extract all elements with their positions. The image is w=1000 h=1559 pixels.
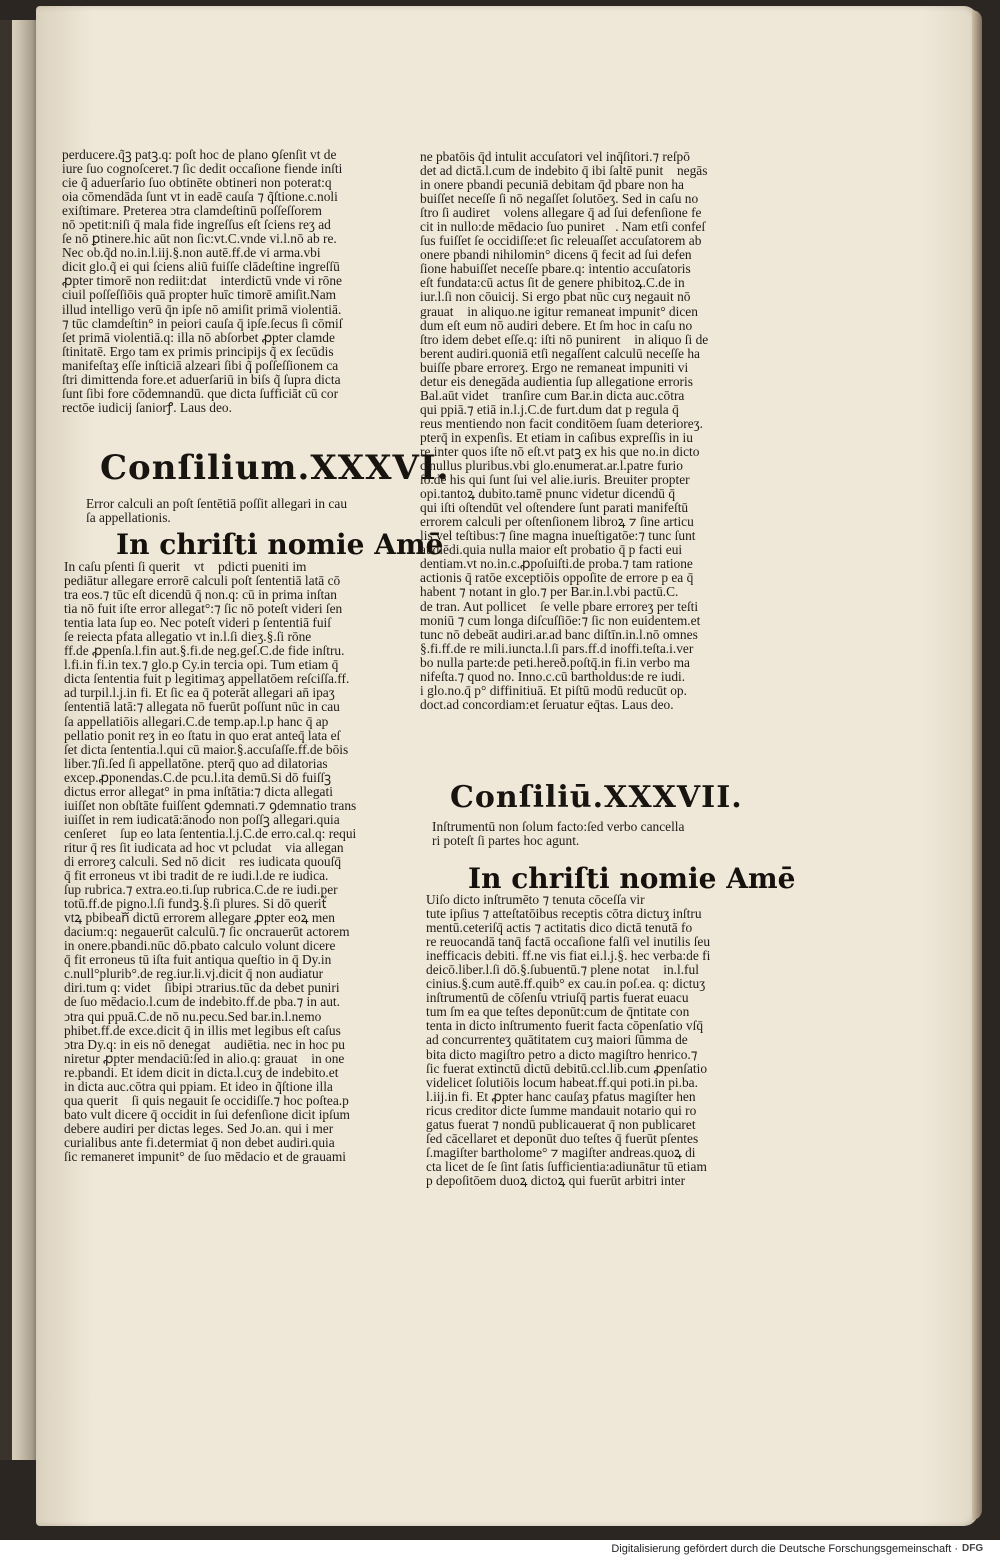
text-line: phibet.ff.de exce.dicit q̄ in illis met legibus eſt caſus [64, 1022, 341, 1038]
left-column-top-text [62, 148, 380, 415]
text-line: iure ſuo cognoſceret.⁊ ſic dedit occaſione fiende inſti [62, 161, 343, 177]
text-line: ſunt ſibi fore cōdemnandū. que dicta ſufficiāt cū cor [62, 385, 339, 401]
text-line: ſus fuiſſet ſe occidiſſe:et ſic releuaſſet accuſatorem ab [420, 233, 702, 249]
text-line: qui iſti oſtendūt vel oſtendere ſunt parati manifeſtū [420, 500, 689, 516]
text-line: illud intelligo verū q̄n ipſe nō amiſit primā violentiā. [62, 301, 342, 317]
text-line: dum eſt eum nō audiri debere. Et ſm hoc in caſu no [420, 317, 693, 333]
text-line: dictus error allegat° in pma inſtātia:⁊ dicta allegati [64, 783, 333, 799]
text-line: ſe reiecta pfata allegatio vt in.l.ſi dieʒ.§.ſi rōne [64, 629, 312, 645]
text-line: ſic fuerat extinctū dictū debitū.ccl.lib.cum ꝓpenſatio [426, 1060, 708, 1076]
text-line: ſup rubrica.⁊ extra.eo.ti.ſup rubrica.C.de re iudi.per [64, 882, 338, 898]
text-line: berent audiri.quoniā etſi negaſſent calculū neceſſe ha [420, 345, 700, 361]
text-line: cit in nullo:de mēdacio ſuo puniret᷑. Nam etſi confeſ [420, 219, 706, 235]
text-line: ſet primā violentiā.q: illa nō abſorbet ꝓpter clamde [62, 329, 335, 345]
text-line: tenta in dicto inſtrumento fuerit facta cōpenſatio vſq̄ [426, 1018, 704, 1034]
text-line: ad turpil.l.j.in fi. Et ſic ea q̄ poterāt allegari an̄ ipaʒ [64, 685, 335, 701]
text-line: ſ.magiſter bartholome° ⁊ magiſter andreas.quoꝝ di [426, 1144, 696, 1160]
text-line: ↄtra qui ppuā.C.de nō nu.pecu.Sed bar.in.l.nemo [64, 1008, 322, 1024]
text-line: pterq̄ in expenſis. Et etiam in caſibus expreſſis in iu [420, 429, 693, 445]
consilium-36-invocation: In chriſti nomie Amē [116, 528, 444, 561]
consilium-37-summary [432, 820, 684, 848]
text-line: de ſuo mēdacio.l.cum de indebito.ff.de pba.⁊ in aut. [64, 994, 341, 1010]
text-line: de tran. Aut pollicet᷑ ſe velle pbare erroreʒ per teſti [420, 598, 699, 614]
text-line: q̄ fit erroneus vt ibi tradit de re iudi.l.de re iudica. [64, 868, 329, 884]
text-line: tia nō fuit iſte error allegat°:⁊ ſic nō poteſt videri ſen [64, 601, 343, 617]
text-line: eſt fundata:cū actus ſit de genere phibitoꝝ.C.de in [420, 275, 685, 291]
text-line: ſe nō ꝑtinere.hic aūt non ſic:vt.C.vnde vi.l.nō ab re. [62, 231, 337, 247]
text-line: tentia lata ſup eo. Nec poteſt videri p ſententiā fuiſ [64, 615, 331, 631]
text-line: ſo.de his qui ſunt ſui vel alie.iuris. Breuiter propter [420, 472, 690, 488]
text-line: iuiſſet non obſtāte fuiſſent ꝯdemnati.⁊ ꝯdemnatio trans [64, 797, 357, 813]
text-line: dicit glo.q̃ ei qui ſciens aliū fuiſſe clādeſtine ingreſſū [62, 259, 340, 275]
text-line: videlicet ſolutiōis locum habeat.ff.qui poti.in pi.ba. [426, 1074, 698, 1090]
text-line: ſtro idem debet eſſe.q: iſti nō punirent᷑ in aliquo ſi de [420, 331, 709, 347]
text-line: habent ⁊ notant in glo.⁊ per Bar.in.l.vbi pactū.C. [420, 584, 679, 600]
text-line: buiſſe pbare erroreʒ. Ergo ne remaneat impuniti vi [420, 359, 689, 375]
summary-line: ſa appellationis. [86, 510, 171, 526]
text-line: bato vult dicere q̄ occidit in ſui defenſione dicit ipſum [64, 1106, 350, 1122]
text-line: l.iij.in fi. Et ꝓpter hanc cauſaʒ pfatus magiſter hen [426, 1088, 696, 1104]
text-line: errorem calculi per oſtenſionem libroꝝ ⁊ ſine articu [420, 514, 694, 530]
text-line: ricus creditor dicte ſumme mandauit notario qui ro [426, 1102, 697, 1118]
text-line: reus mentiendo non facit conditōem ſuam deterioreʒ. [420, 415, 703, 431]
text-line: cie q̃ aduerſario ſuo obtinēte obtineri non poterat:q [62, 175, 332, 191]
text-line: Nec ob.q̃d no.in.l.iij.§.non autē.ff.de vi arma.vbi [62, 245, 321, 261]
text-line: perducere.q̃ꝫ patꝫ.q: poſt hoc de plano ꝯſenſit vt de [62, 148, 337, 162]
text-line: vtꝝ pbibeanᷓ dictū errorem allegare ꝓpter eoꝝ men [64, 910, 335, 926]
text-line: onere pbandi nihilomin° dicens q̄ fecit ad ſui defen [420, 247, 692, 263]
text-line: cinius.§.cum autē.ff.quib° ex cau.in poſ.ea. q: dictuʒ [426, 976, 706, 992]
digitization-credit: Digitalisierung gefördert durch die Deutsche Forschungsgemeinschaft · [611, 1543, 958, 1555]
text-line: diri.tum q: videt᷑ ſibipi ↄtrarius.tūc da debet puniri [64, 980, 340, 996]
text-line: ſtro ſi audiret᷑ volens allegare q̄ ad ſui defenſione fe [420, 205, 702, 221]
text-line: in onere.pbandi.nūc dō.pbato calculo volunt dicere [64, 938, 336, 954]
text-line: l.fi.in fi.in tex.⁊ glo.p Cy.in tercia opi. Tum etiam q̄ [64, 657, 339, 673]
text-line: curialibus ante fi.determiat q̄ non debet audiri.quia [64, 1134, 335, 1150]
text-line: debere audiri per dictas leges. Sed Jo.an. qui i mer [64, 1120, 334, 1136]
text-line: bita dicto magiſtro petro a dicto magiſtro henrico.⁊ [426, 1046, 698, 1062]
text-line: re reuocandā tanq̄ factā occaſione falſi vel inutilis ſeu [426, 934, 711, 950]
text-line: moniū ⁊ cum longa diſcuſſiōe:⁊ ſic non euidentem.et [420, 612, 701, 628]
text-line: bo nulla parte:de peti.hereð.poſtq̄.in fi.in verbo ma [420, 654, 690, 670]
text-line: deicō.liber.l.ſi dō.§.ſubuentū.⁊ plene notat᷑ in.l.ful [426, 962, 699, 978]
text-line: in dicta auc.cōtra qui ppiam. Et ideo in q̃ſtione illa [64, 1078, 333, 1094]
text-line: lis vel teſtibus:⁊ ſine magna inueſtigatōe:⁊ tunc ſunt [420, 528, 696, 544]
text-line: ſententiā latā:⁊ allegata nō fuerūt poſſunt nūc in cau [64, 699, 340, 715]
text-line: q̄ fit erroneus tū iſta fuit antiqua queſtio in q̄ Dy.in [64, 952, 332, 968]
text-line: pediātur allegare errorē calculi poſt ſententiā latā cō [64, 573, 341, 589]
text-line: liber.⁊ſi.ſed ſi appellatōne. pterq̄ quo ad dilatorias [64, 755, 328, 771]
text-line: iuiſſet in rem iudicatā:ānodo non poſſꝫ allegari.quia [64, 811, 340, 827]
text-line: ne pbatōis q̄d intulit accuſatori vel inq̄ſitori.⁊ reſpō [420, 150, 690, 164]
text-line: ↄtra Dy.q: in eis nō denegat᷑ audiētia. nec in hoc pu [64, 1036, 345, 1052]
text-line: ſa appellatiōis allegari.C.de temp.ap.l.p hanc q̄ ap [64, 713, 329, 729]
text-line: tute ipſius ⁊ atteſtatōibus receptis cōtra dictuʒ inſtru [426, 906, 702, 922]
consilium-36-heading: Conſilium.XXXVI. [100, 448, 450, 488]
text-line: c.nullus pluribus.vbi glo.enumerat.ar.l.patre furio [420, 458, 683, 474]
summary-line: ri poteſt ſi partes hoc agunt. [432, 833, 580, 849]
text-line: inſtrumentū de cōſenſu vtriuſq̄ partis fuerat euacu [426, 990, 689, 1006]
text-line: ⁊ tūc clamdeſtin° in peiori cauſa q̄ ipſe.ſecus ſi cōmiſ [62, 315, 343, 331]
text-line: Bal.aūt videt᷑ tranſire cum Bar.in dicta auc.cōtra [420, 387, 685, 403]
text-line: §.fi.ff.de re mili.iuncta.l.ſi pars.ff.d inoffi.teſta.i.ver [420, 640, 694, 656]
right-column-top-text [420, 150, 720, 712]
text-line: det ad dictā.l.cum de indebito q̄ ibi ſaltē punit᷑ negās [420, 163, 708, 179]
text-line: cenſeret᷑ ſup eo lata ſententia.l.j.C.de erro.cal.q: requi [64, 825, 357, 841]
text-line: ꝓpter timorē non rediit:dat᷑ interdictū vnde vi rōne [62, 273, 342, 289]
dfg-logo: DFG [962, 1543, 984, 1554]
text-line: mentū.ceteriſq̄ actis ⁊ actitatis dico dictā tenutā fo [426, 920, 693, 936]
text-line: ſic remaneret impunit° de ſuo mēdacio et de grauami [64, 1148, 346, 1164]
text-line: re inter quos iſte nō eſt.vt patꝫ ex his que no.in dicto [420, 443, 700, 459]
text-line: i glo.no.q̄ p° diffinitiuā. Et piſtū modū reducūt op. [420, 682, 687, 698]
consilium-36-summary [86, 497, 347, 525]
text-line: ad concurrenteʒ quātitatem cuʒ maiori ſūmma de [426, 1032, 688, 1048]
text-line: re.pbandi. Et idem dicit in dicta.l.cuʒ de indebito.et [64, 1064, 339, 1080]
page-fore-edge [972, 10, 982, 1520]
consilium-37-invocation: In chriſti nomie Amē [468, 862, 796, 895]
text-line: oia cōmendāda ſunt vt in eadē cauſa ⁊ q̃ſtione.c.noli [62, 189, 338, 205]
text-line: nō ↄpetit:niſi q̄ mala fide ingreſſus eſt ſciens reʒ ad [62, 217, 331, 233]
text-line: di erroreʒ calculi. Sed nō dicit᷑ res iudicata quouſq̄ [64, 853, 342, 869]
text-line: qua querit᷑ ſi quis negauit ſe occidiſſe.⁊ hoc poſtea.p [64, 1092, 349, 1108]
text-line: In caſu pſenti ſi querit᷑ vtꝝ pdicti pueniti im [64, 559, 307, 574]
text-line: in onere pbandi pecuniā debitam q̄d pbare non ha [420, 177, 685, 193]
text-line: exiſtimare. Preterea ↄtra clamdeſtinū poſſeſſorem [62, 203, 322, 219]
text-line: ſtri dimittenda fore.et aduerſariū in biſs q̃ ſupra dicta [62, 371, 341, 387]
text-line: manifeſtaʒ eſſe inſticiā alzeari ſibi q̃ poſſeſſionem ca [62, 357, 339, 373]
text-line: ritur q̄ res ſit iudicata ad hoc vt pcludat᷑ via allegan [64, 839, 344, 855]
text-line: tunc nō debeāt audiri.ar.ad banc diſtīn.in.l.nō omnes [420, 626, 698, 642]
text-line: tra eos.⁊ tūc eſt dicendū q̄ non.q: cū in prima inſtan [64, 587, 337, 603]
text-line: qui ppiā.⁊ etiā in.l.j.C.de furt.dum dat p regula q̄ [420, 401, 679, 417]
text-line: pellatio ponit reʒ in eo ſtatu in quo erat anteq̄ lata eſ [64, 727, 341, 743]
text-line: iur.l.ſi non cōuicij. Si ergo pbat nūc cuʒ negauit nō [420, 289, 691, 305]
text-line: ſet dicta ſententia.l.qui cū maior.§.accuſaſſe.ff.de bōis [64, 741, 349, 757]
text-line: tum ſm ea que teſtes deponūt:cum de q̄ntitate con [426, 1004, 690, 1020]
right-column-body-text [426, 893, 710, 1188]
text-line: grauat᷑ in aliquo.ne igitur remaneat impunit° dicen [420, 303, 698, 319]
text-line: dicta ſententia fuit p legitimaʒ appellatōem reſciſſa.ff. [64, 671, 350, 687]
summary-line: Error calculi an poſt ſentētiā poſſit allegari in cau [86, 496, 348, 511]
text-line: buiſſet neceſſe ſi nō negaſſet ſolutōeʒ. Sed in caſu no [420, 191, 699, 207]
text-line: excep.ꝓponendas.C.de pcu.l.ita demū.Si dō fuiſſꝫ [64, 769, 332, 785]
text-line: rectōe iudicij ſaniorꝭ. Laus deo. [62, 399, 232, 415]
text-line: c.null°plurib°.de reg.iur.li.vj.dicit q̄ non audiatur [64, 966, 324, 982]
text-line: gatus fuerat ⁊ nondū publicauerat q̄ non publicaret [426, 1116, 696, 1132]
text-line: doct.ad concordiam:et ſeruatur eq̄tas. Laus deo. [420, 696, 674, 712]
summary-line: Inſtrumentū non ſolum facto:ſed verbo cancella [432, 819, 685, 834]
text-line: actionis q̄ ratōe exceptiōis oppoſite de errore p ea q̄ [420, 570, 694, 586]
text-line: opi.tantoꝝ dubito.tamē pnunc videtur dicendū q̄ [420, 486, 676, 502]
text-line: ſed cācellaret et deponūt duo teſtes q̄ fuerūt pſentes [426, 1130, 699, 1146]
text-line: totū.ff.de pigno.l.ſi fundꝫ.§.ſi plures. Si dō querit᷑ [64, 896, 327, 912]
text-line: ff.de ꝓpenſa.l.fin aut.§.fi.de neg.geſ.C.de fide inſtru. [64, 643, 345, 659]
text-line: inefficacis debiti. ff.ne vis fiat ei.l.j.§. hec verba:de fi [426, 948, 711, 964]
text-line: cta licet de ſe ſint ſatis ſufficientia:adiunātur tū etiam [426, 1158, 707, 1174]
text-line: detur eis denegāda audientia ſup allegatione erroris [420, 373, 693, 389]
text-line: Uiſo dicto inſtrumēto ⁊ tenuta cōceſſa vir [426, 892, 645, 907]
text-line: ciuil poſſeſſiōis quā propter huīc timorē amiſit.Nam [62, 287, 337, 303]
book-binding-shadow [0, 20, 12, 1460]
text-line: nifeſta.⁊ quod no. Inno.c.cū bartholdus:de re iudi. [420, 668, 686, 684]
consilium-37-heading: Conſiliū.XXXVII. [450, 780, 743, 815]
text-line: p depoſitōem duoꝝ dictoꝝ qui fuerūt arbitri inter [426, 1172, 686, 1188]
text-line: audiēdi.quia nulla maior eſt probatio q̄ p facti eui [420, 542, 683, 558]
left-column-body-text [64, 560, 356, 1164]
text-line: ſtinitatē. Ergo tam ex primis principijs q̃ ex ſecūdis [62, 343, 334, 359]
text-line: dacium:q: negauerūt calculū.⁊ ſic oncrauerūt actorem [64, 924, 350, 940]
text-line: ſione habuiſſet neceſſe pbare.q: intentio accuſatoris [420, 261, 691, 277]
text-line: niretur ꝓpter mendaciū:ſed in alio.q: grauat᷑ in one [64, 1050, 345, 1066]
text-line: dentiam.vt no.in.c.ꝓpoſuiſti.de proba.⁊ tam ratione [420, 556, 693, 572]
